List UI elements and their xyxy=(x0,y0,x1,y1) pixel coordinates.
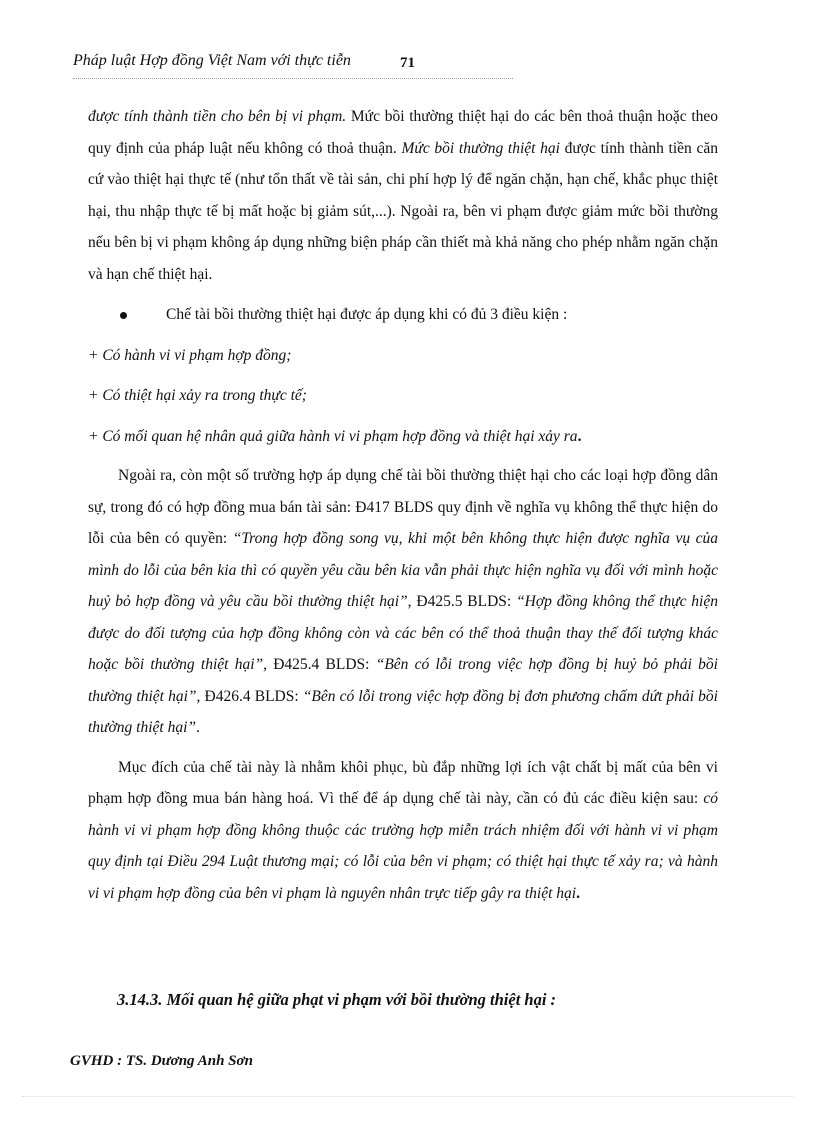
para2-text-5: . xyxy=(196,719,200,736)
para2-quote-2: “Hợp đồng không thể thực hiện được do đối tượng của hợp đồng không còn và các bên có thể thoả thuận thay thế đối tượng khác hoặc bồi thường thiệt hại” xyxy=(88,593,718,673)
bottom-divider xyxy=(22,1096,794,1097)
para2-text-3: , Đ425.4 BLDS: xyxy=(263,656,376,673)
para2-text-2: , Đ425.5 BLDS: xyxy=(407,593,517,610)
condition-period: . xyxy=(577,427,582,445)
page-body xyxy=(88,101,718,910)
paragraph-civil-code xyxy=(88,460,718,744)
para2-quote-1: “Trong hợp đồng song vụ, khi một bên không thực hiện được nghĩa vụ của mình do lỗi của bên kia thì có quyền yêu cầu bên kia vẫn phải thực hiện nghĩa vụ đối với mình hoặc huỷ bỏ hợp đồng và yêu cầu bồi thường thiệt hại” xyxy=(88,530,719,610)
bullet-dot-icon xyxy=(120,312,127,319)
header-title: Pháp luật Hợp đồng Việt Nam với thực tiễn xyxy=(73,52,351,69)
condition-item: + Có hành vi vi phạm hợp đồng; xyxy=(88,346,292,364)
para1-text-1: Mức bồi thường thiệt hại do các bên thoả thuận hoặc theo quy định của pháp luật nếu không có thoả thuận. xyxy=(88,108,719,157)
para2-text-1: Ngoài ra, còn một số trường hợp áp dụng chế tài bồi thường thiệt hại cho các loại hợp đồng dân sự, trong đó có hợp đồng mua bán tài sản: Đ417 BLDS quy định về nghĩa vụ không thể thực hiện do lỗi của bên có quyền: xyxy=(88,467,718,547)
condition-item: + Có thiệt hại xảy ra trong thực tế; xyxy=(88,387,307,404)
bullet-item-conditions xyxy=(88,299,718,331)
section-heading: 3.14.3. Mối quan hệ giữa phạt vi phạm với bồi thường thiệt hại : xyxy=(117,990,557,1009)
page-number: 71 xyxy=(400,55,415,71)
para1-italic-lead: được tính thành tiền cho bên bị vi phạm. xyxy=(88,108,347,125)
condition-text: + Có mối quan hệ nhân quả giữa hành vi vi phạm hợp đồng và thiệt hại xảy ra xyxy=(88,427,578,445)
para2-text-4: , Đ426.4 BLDS: xyxy=(196,687,303,705)
page-header xyxy=(73,52,513,79)
para3-period: . xyxy=(576,884,580,902)
bullet-text: Chế tài bồi thường thiệt hại được áp dụng khi có đủ 3 điều kiện : xyxy=(166,306,568,323)
para1-text-2: được tính thành tiền căn cứ vào thiệt hại thực tế (như tổn thất về tài sản, chi phí hợp lý để ngăn chặn, hạn chế, khắc phục thiệt hại, thu nhập thực tế bị mất hoặc bị giảm sút,...). Ngoài ra, bên vi phạm được giảm mức bồi thường nếu bên bị vi phạm không áp dụng những biện pháp cần thiết mà khả năng cho phép nhằm ngăn chặn và hạn chế thiệt hại. xyxy=(88,139,718,283)
para2-quote-4: “Bên có lỗi trong việc hợp đồng bị đơn phương chấm dứt phải bồi thường thiệt hại” xyxy=(88,687,718,736)
paragraph-damage-amount xyxy=(88,101,718,290)
paragraph-purpose xyxy=(88,752,718,910)
condition-item xyxy=(88,421,718,453)
para3-text-1: Mục đích của chế tài này là nhằm khôi phục, bù đắp những lợi ích vật chất bị mất của bên vi phạm hợp đồng mua bán hàng hoá. Vì thế để áp dụng chế tài này, cần có đủ các điều kiện sau: xyxy=(88,758,718,807)
para2-quote-3: “Bên có lỗi trong việc hợp đồng bị huỷ bỏ phải bồi thường thiệt hại” xyxy=(88,656,718,705)
page-footer: GVHD : TS. Dương Anh Sơn xyxy=(70,1053,253,1069)
para3-italic-conditions: có hành vi vi phạm hợp đồng không thuộc các trường hợp miễn trách nhiệm đối với hành vi vi phạm quy định tại Điều 294 Luật thương mại; có lỗi của bên vi phạm; có thiệt hại thực tế xảy ra; và hành vi vi phạm hợp đồng của bên vi phạm là nguyên nhân trực tiếp gây ra thiệt hại xyxy=(88,790,718,902)
para1-italic-term: Mức bồi thường thiệt hại xyxy=(401,139,560,157)
